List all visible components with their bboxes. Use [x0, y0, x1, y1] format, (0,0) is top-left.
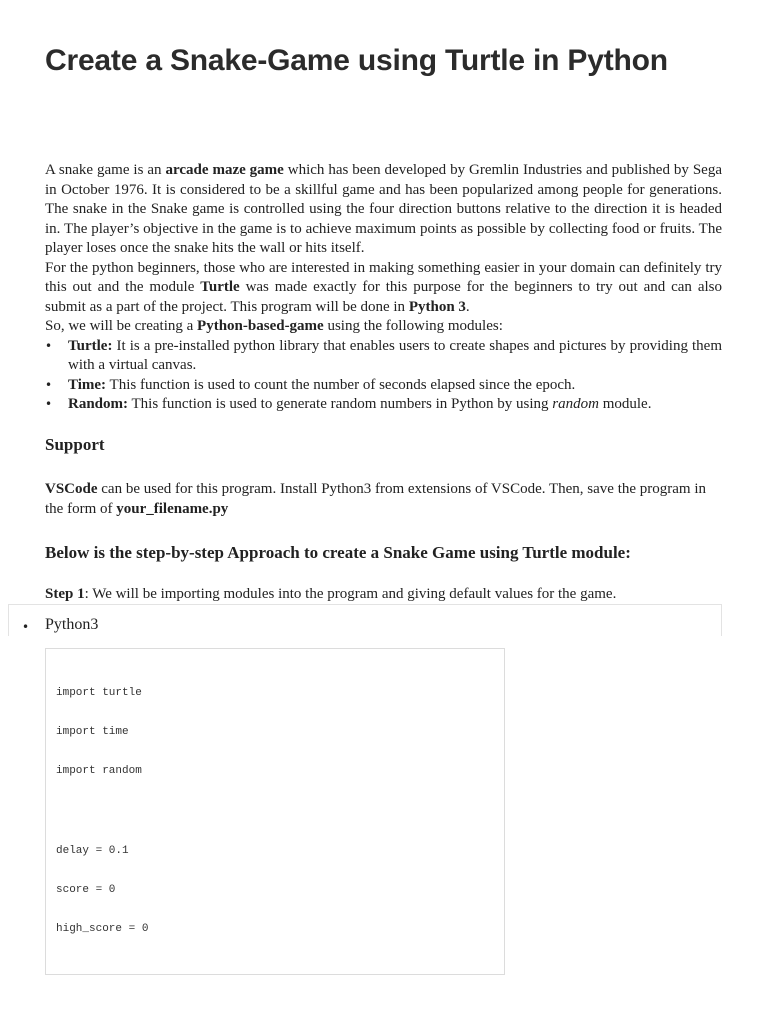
module-name: Random: [68, 396, 129, 412]
step-1-text: : We will be importing modules into the program and giving default values for the game. [84, 586, 617, 602]
module-italic: random [552, 396, 599, 412]
code-block[interactable] [45, 648, 505, 975]
module-list [45, 337, 722, 415]
intro-p2-text-e: . [465, 298, 470, 315]
intro-section [45, 161, 722, 415]
page-title: Create a Snake-Game using Turtle in Python [45, 44, 668, 77]
module-name: Turtle: [68, 337, 113, 354]
code-tab-strip [8, 604, 722, 636]
intro-p3-bold: Python-based-game [197, 318, 324, 334]
support-heading: Support [45, 435, 105, 454]
tab-python3[interactable]: Python3 [45, 616, 99, 633]
intro-p1-text-c: which has been developed by Gremlin Industries and published by Sega in October 1976. It is considered to be a skillful game and has been popularized among people for generations. The snake in the Snake game is controlled using the four direction buttons relative to the direction it is headed in. The player’s objective in the game is to achieve maximum points as possible by collecting food or fruits. The player loses once the snake hits the wall or hits itself. [45, 162, 722, 256]
step-1-paragraph [45, 585, 722, 605]
code-line: high_score = 0 [56, 923, 149, 935]
intro-paragraph-1 [45, 161, 722, 259]
intro-p2-bold-turtle: Turtle [200, 279, 240, 295]
code-line: import random [56, 765, 142, 777]
support-bold-vscode: VSCode [45, 481, 98, 497]
intro-p1-bold: arcade maze game [165, 162, 284, 178]
support-text: can be used for this program. Install Python3 from extensions of VSCode. Then, save the program in the form of [45, 481, 707, 517]
list-item [45, 337, 722, 376]
module-tail: module. [598, 396, 652, 412]
code-line: score = 0 [56, 884, 116, 896]
support-paragraph [45, 480, 722, 519]
approach-heading: Below is the step-by-step Approach to create a Snake Game using Turtle module: [45, 543, 631, 562]
intro-p2-text-c: was made exactly for this purpose for the beginners to try out and can also submit as a part of the project. This program will be done in [45, 279, 722, 315]
support-bold-filename: your_filename.py [116, 500, 229, 517]
code-line: import turtle [56, 687, 142, 699]
module-desc: This function is used to count the number of seconds elapsed since the epoch. [106, 376, 576, 393]
intro-p2-bold-python3: Python 3 [408, 298, 466, 315]
intro-p1-text-a: A snake game is an [45, 162, 166, 178]
module-name: Time: [68, 376, 107, 393]
intro-p2-text-a: For the python beginners, those who are interested in making something easier in your domain can definitely try this out and the module [45, 259, 722, 295]
list-item [45, 395, 722, 415]
code-line: import time [56, 726, 129, 738]
intro-paragraph-3 [45, 317, 722, 337]
intro-p3-text-a: So, we will be creating a [45, 318, 198, 334]
step-1-label: Step 1 [45, 586, 85, 602]
module-desc: It is a pre-installed python library that enables users to create shapes and pictures by providing them with a virtual canvas. [68, 337, 722, 373]
intro-paragraph-2 [45, 259, 722, 318]
code-line: delay = 0.1 [56, 845, 129, 857]
bullet-icon: • [22, 620, 30, 634]
intro-p3-text-c: using the following modules: [323, 318, 503, 334]
module-desc: This function is used to generate random numbers in Python by using [128, 396, 553, 412]
list-item [45, 376, 722, 396]
